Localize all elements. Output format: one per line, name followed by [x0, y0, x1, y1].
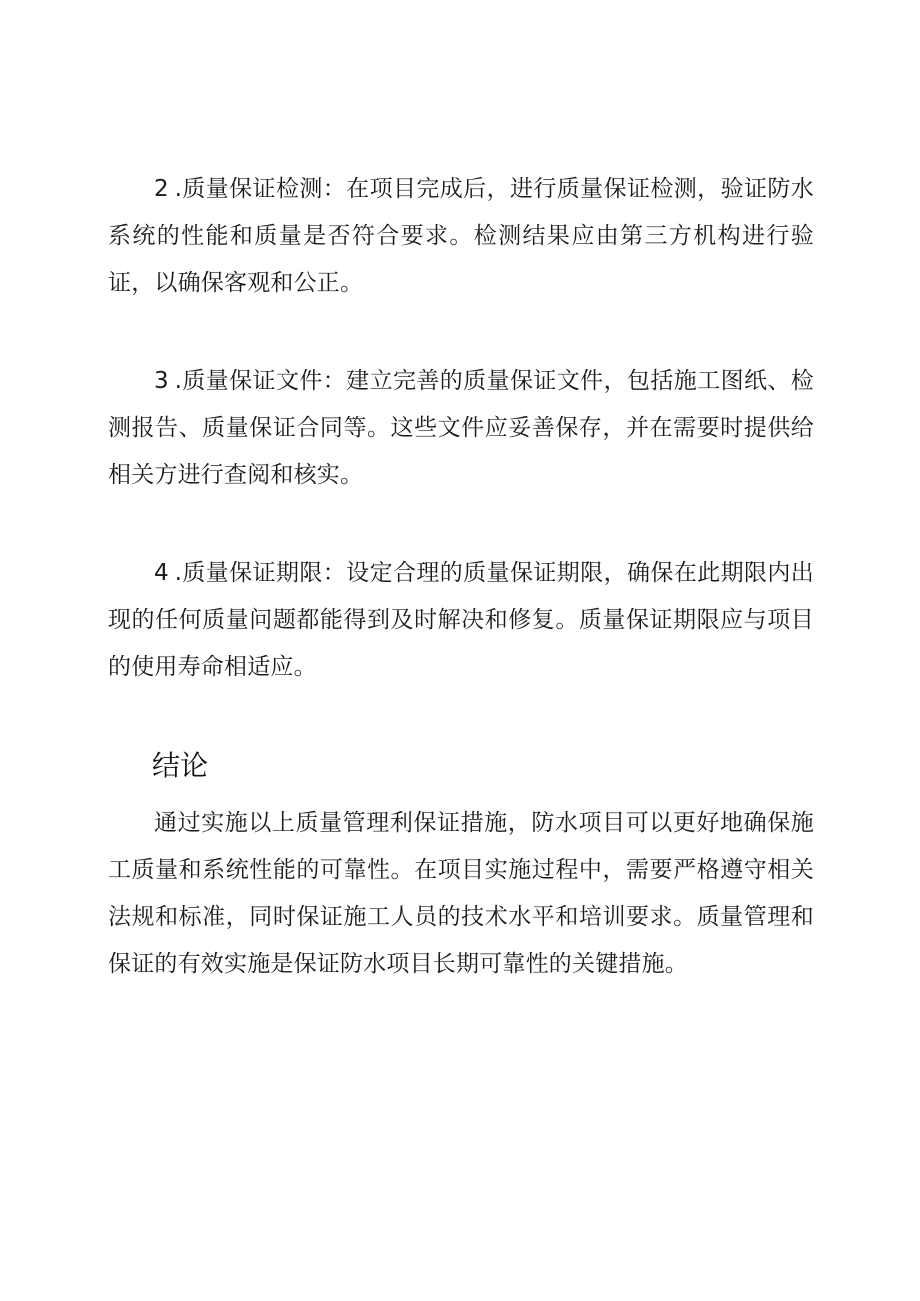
list-item-text: .质量保证文件：建立完善的质量保证文件，包括施工图纸、检测报告、质量保证合同等。这些文件应妥善保存，并在需要时提供给相关方进行查阅和核实。 [108, 368, 814, 488]
list-item-number: 2 [154, 176, 175, 202]
list-item-number: 3 [154, 368, 175, 394]
list-item-text: .质量保证检测：在项目完成后，进行质量保证检测，验证防水系统的性能和质量是否符合要求。检测结果应由第三方机构进行验证，以确保客观和公正。 [108, 176, 814, 296]
list-item-quality-inspection [108, 166, 814, 307]
list-item-quality-documents [108, 358, 814, 499]
conclusion-paragraph: 通过实施以上质量管理利保证措施，防水项目可以更好地确保施工质量和系统性能的可靠性。在项目实施过程中，需要严格遵守相关法规和标准，同时保证施工人员的技术水平和培训要求。质量管理和保证的有效实施是保证防水项目长期可靠性的关键措施。 [108, 810, 814, 977]
list-item-number: 4 [154, 560, 175, 586]
list-item-text: .质量保证期限：设定合理的质量保证期限，确保在此期限内出现的任何质量问题都能得到及时解决和修复。质量保证期限应与项目的使用寿命相适应。 [108, 560, 814, 680]
list-item-warranty-period [108, 550, 814, 691]
conclusion-heading: 结论 [152, 749, 209, 782]
